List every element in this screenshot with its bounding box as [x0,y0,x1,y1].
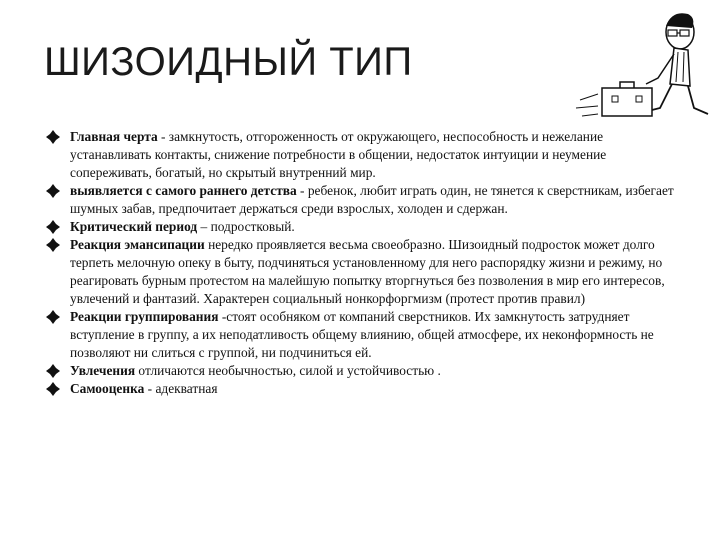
bullet-heading: Увлечения [70,363,136,378]
list-item [46,236,686,308]
bullet-heading: выявляется с самого раннего детства [70,183,297,198]
bullet-heading: Самооценка [70,381,145,396]
diamond-quad-bullet-icon [46,184,60,198]
diamond-quad-bullet-icon [46,238,60,252]
diamond-quad-bullet-icon [46,382,60,396]
bullet-heading: Главная черта [70,129,158,144]
list-item [46,182,686,218]
bullet-text: - адекватная [144,381,218,396]
bullet-text: - замкнутость, отгороженность от окружающего, неспособность и нежелание устанавливать контакты, снижение потребности в общении, недостаток интуиции и неумение сопереживать, богатый, но скрытый внутренний мир. [70,129,607,180]
bullet-heading: Критический период [70,219,198,234]
bullet-text: нередко проявляется весьма своеобразно. Шизоидный подросток может долго терпеть мелочную опеку в быту, подчиняться установленному для него распорядку жизни и режиму, но реагировать бурным протестом на малейшую попытку вторгнуться без позволения в мир его интересов, увлечений и фантазий. Характерен социальный нонкорфоргмизм (протест против правил) [70,237,665,306]
diamond-quad-bullet-icon [46,364,60,378]
bullet-text: отличаются необычностью, силой и устойчивостью . [135,363,441,378]
diamond-quad-bullet-icon [46,220,60,234]
slide-title: ШИЗОИДНЫЙ ТИП [44,40,413,84]
bullet-text: -стоят особняком от компаний сверстников. Их замкнутость затрудняет вступление в группу, а их неподатливость общему влиянию, общей атмосфере, их неконформность не позволяют ни слиться с группой, ни подчиниться ей. [70,309,654,360]
bullet-heading: Реакции группирования [70,309,219,324]
bullet-list [46,128,686,398]
diamond-quad-bullet-icon [46,310,60,324]
bullet-text: - ребенок, любит играть один, не тянется к сверстникам, избегает шумных забав, предпочитает держаться среди взрослых, холоден и сдержан. [70,183,674,216]
list-item [46,362,686,380]
list-item [46,380,686,398]
list-item [46,218,686,236]
diamond-quad-bullet-icon [46,130,60,144]
list-item [46,128,686,182]
bullet-heading: Реакция эмансипации [70,237,205,252]
walking-man-with-briefcase-icon [562,4,712,130]
list-item [46,308,686,362]
bullet-text: – подростковый. [197,219,295,234]
